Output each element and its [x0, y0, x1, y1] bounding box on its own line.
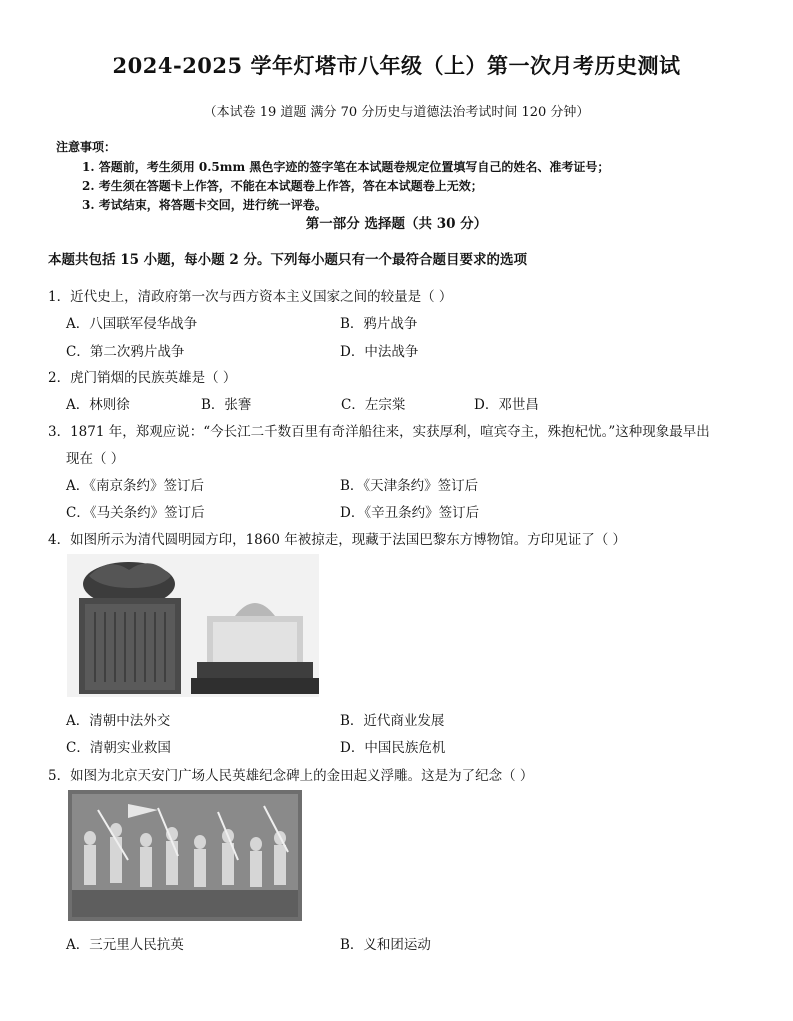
question-3-stem: 3．1871 年，郑观应说：“今长江二千数百里有奇洋船往来，实获厚利，喧宾夺主，殊抱杞忧。”这种现象最早出 — [48, 424, 710, 440]
question-5-option-a[interactable]: A．三元里人民抗英 — [66, 937, 184, 953]
qing-seals-photo — [67, 554, 319, 697]
question-1-option-d[interactable]: D．中法战争 — [340, 344, 419, 360]
question-4-option-a[interactable]: A．清朝中法外交 — [66, 713, 171, 729]
exam-title: 2024-2025 学年灯塔市八年级（上）第一次月考历史测试 — [112, 53, 681, 78]
note-item: 1. 答题前，考生须用 0.5mm 黑色字迹的签字笔在本试题卷规定位置填写自己的姓名、准考证号； — [82, 160, 610, 174]
question-2-option-c[interactable]: C．左宗棠 — [341, 397, 406, 413]
question-1-stem: 1．近代史上，清政府第一次与西方资本主义国家之间的较量是（ ） — [48, 289, 453, 305]
question-2-stem: 2．虎门销烟的民族英雄是（ ） — [48, 370, 237, 386]
question-2-option-d[interactable]: D．邓世昌 — [474, 397, 539, 413]
question-3-option-c[interactable]: C．《马关条约》签订后 — [66, 505, 205, 521]
question-4-option-d[interactable]: D．中国民族危机 — [340, 740, 446, 756]
section-title: 第一部分 选择题（共 30 分） — [305, 216, 488, 232]
question-3-stem-continued: 现在（ ） — [66, 451, 125, 467]
exam-subtitle: （本试卷 19 道题 满分 70 分历史与道德法治考试时间 120 分钟） — [203, 105, 590, 120]
question-3-option-b[interactable]: B．《天津条约》签订后 — [340, 478, 479, 494]
question-3-option-a[interactable]: A．《南京条约》签订后 — [66, 478, 204, 494]
question-3-option-d[interactable]: D．《辛丑条约》签订后 — [340, 505, 480, 521]
question-2-option-b[interactable]: B．张謇 — [201, 397, 252, 413]
notes-heading: 注意事项： — [56, 140, 117, 154]
question-4-option-b[interactable]: B．近代商业发展 — [340, 713, 445, 729]
question-1-option-c[interactable]: C．第二次鸦片战争 — [66, 344, 185, 360]
note-item: 2. 考生须在答题卡上作答，不能在本试题卷上作答，答在本试题卷上无效； — [82, 179, 483, 193]
note-item: 3. 考试结束，将答题卡交回，进行统一评卷。 — [82, 198, 327, 212]
question-1-option-b[interactable]: B．鸦片战争 — [340, 316, 418, 332]
jintian-uprising-relief-photo — [68, 790, 302, 921]
question-5-option-b[interactable]: B．义和团运动 — [340, 937, 431, 953]
question-2-option-a[interactable]: A．林则徐 — [66, 397, 130, 413]
question-4-option-c[interactable]: C．清朝实业救国 — [66, 740, 171, 756]
question-4-stem: 4．如图所示为清代圆明园方印，1860 年被掠走，现藏于法国巴黎东方博物馆。方印见证了（ ） — [48, 532, 627, 548]
question-1-option-a[interactable]: A．八国联军侵华战争 — [66, 316, 198, 332]
question-5-stem: 5．如图为北京天安门广场人民英雄纪念碑上的金田起义浮雕。这是为了纪念（ ） — [48, 768, 534, 784]
section-instruction: 本题共包括 15 小题，每小题 2 分。下列每小题只有一个最符合题目要求的选项 — [48, 252, 527, 268]
